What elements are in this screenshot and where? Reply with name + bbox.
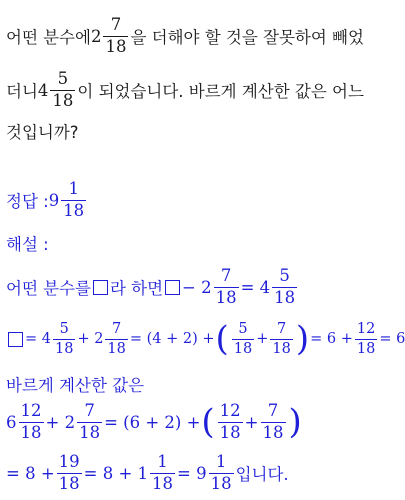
answer-line (6, 179, 88, 220)
fraction-numerator: 7 (277, 321, 287, 337)
fraction (53, 322, 75, 356)
left-paren: ( (201, 402, 215, 442)
fraction-numerator: 5 (57, 69, 69, 88)
solution-text: 입니다. (235, 465, 289, 484)
answer-label: 정답 : (6, 192, 49, 211)
fraction (77, 403, 102, 441)
fraction (232, 322, 254, 356)
fraction-numerator: 5 (279, 266, 290, 285)
fraction-numerator: 19 (58, 452, 80, 471)
fraction-numerator: 5 (238, 321, 248, 337)
fraction-denominator: 18 (152, 473, 174, 493)
fraction-denominator: 18 (210, 473, 232, 493)
fraction-numerator: 7 (110, 15, 122, 34)
math-text: = 8 + (6, 463, 55, 483)
math-text: − 2 (182, 277, 212, 297)
answer-fraction (61, 181, 86, 219)
question-text: 더니 (6, 82, 38, 101)
fraction-denominator: 18 (79, 422, 101, 442)
right-paren: ) (288, 402, 302, 442)
fraction (19, 403, 44, 441)
fraction-numerator: 7 (267, 401, 279, 420)
fraction-numerator: 7 (220, 266, 232, 285)
fraction-numerator: 1 (157, 452, 168, 471)
fraction (214, 268, 239, 306)
question-line-1 (6, 15, 364, 56)
fraction-denominator: 18 (233, 340, 253, 357)
fraction-denominator: 18 (20, 422, 42, 442)
solution-line-1 (6, 266, 299, 307)
solution-line-3 (6, 367, 144, 401)
solution-text: 어떤 분수를 (6, 279, 91, 298)
fraction (272, 268, 297, 306)
solution-label-line (6, 226, 49, 260)
math-text: + 2 (77, 331, 104, 347)
solution-line-2 (6, 319, 405, 359)
math-text: = 4 (25, 331, 51, 347)
right-paren: ) (295, 319, 310, 359)
question-line-2 (6, 69, 364, 110)
math-text: = 9 (177, 463, 207, 483)
fraction-denominator: 18 (107, 340, 126, 357)
question-text: 이 되었습니다. 바르게 계산한 값은 어느 (77, 82, 364, 101)
fraction-denominator: 18 (215, 287, 237, 307)
math-text: = 4 (240, 277, 271, 297)
fraction (150, 454, 175, 492)
question-text: 어떤 분수에 (6, 28, 91, 47)
fraction-numerator: 12 (356, 321, 376, 337)
question-line-3 (6, 114, 79, 148)
fraction (355, 322, 377, 356)
fraction-numerator: 12 (20, 401, 42, 420)
fraction-denominator: 18 (356, 340, 376, 357)
math-text: = (6 + 2) + (104, 412, 201, 432)
math-text: = (4 + 2) + (129, 331, 215, 347)
fraction-denominator: 18 (262, 422, 284, 442)
fraction-numerator: 7 (112, 321, 122, 337)
math-text: = 6 + (310, 331, 353, 347)
fraction-denominator: 18 (105, 36, 127, 56)
fraction (50, 71, 75, 109)
unknown-box-icon (165, 280, 180, 295)
question-text: 을 더해야 할 것을 잘못하여 빼었 (130, 28, 364, 47)
solution-text: 바르게 계산한 값은 (6, 376, 145, 395)
fraction-denominator: 18 (272, 340, 291, 357)
mixed-number-whole: 2 (90, 26, 102, 46)
fraction-denominator: 18 (63, 200, 85, 220)
mixed-number-whole: 4 (37, 80, 49, 100)
unknown-box-icon (8, 332, 23, 347)
fraction-numerator: 1 (215, 452, 227, 471)
fraction (103, 17, 128, 55)
fraction-denominator: 18 (274, 287, 296, 307)
solution-text: 라 하면 (109, 279, 164, 298)
question-text: 것입니까? (6, 123, 79, 142)
fraction (105, 322, 127, 356)
math-text: = 8 + 1 (83, 463, 149, 483)
fraction-numerator: 12 (219, 401, 241, 420)
fraction-numerator: 1 (68, 179, 79, 198)
fraction (57, 454, 82, 492)
fraction-numerator: 5 (59, 321, 69, 337)
fraction-denominator: 18 (52, 90, 74, 110)
solution-line-4 (6, 401, 303, 442)
fraction (270, 322, 292, 356)
fraction (209, 454, 234, 492)
math-text: + 2 (45, 412, 76, 432)
unknown-box-icon (93, 280, 108, 295)
solution-label: 해설 : (6, 235, 49, 254)
math-text: + (244, 412, 259, 432)
fraction-numerator: 7 (84, 401, 95, 420)
left-paren: ( (215, 319, 229, 359)
fraction-denominator: 18 (58, 473, 80, 493)
fraction-denominator: 18 (54, 340, 74, 357)
fraction (218, 403, 243, 441)
answer-whole: 9 (48, 190, 60, 210)
solution-line-5 (6, 452, 289, 493)
math-text: = 6 (379, 331, 405, 347)
mixed-number-whole: 6 (6, 412, 17, 432)
math-text: + (256, 331, 269, 347)
fraction (261, 403, 286, 441)
fraction-denominator: 18 (219, 422, 241, 442)
